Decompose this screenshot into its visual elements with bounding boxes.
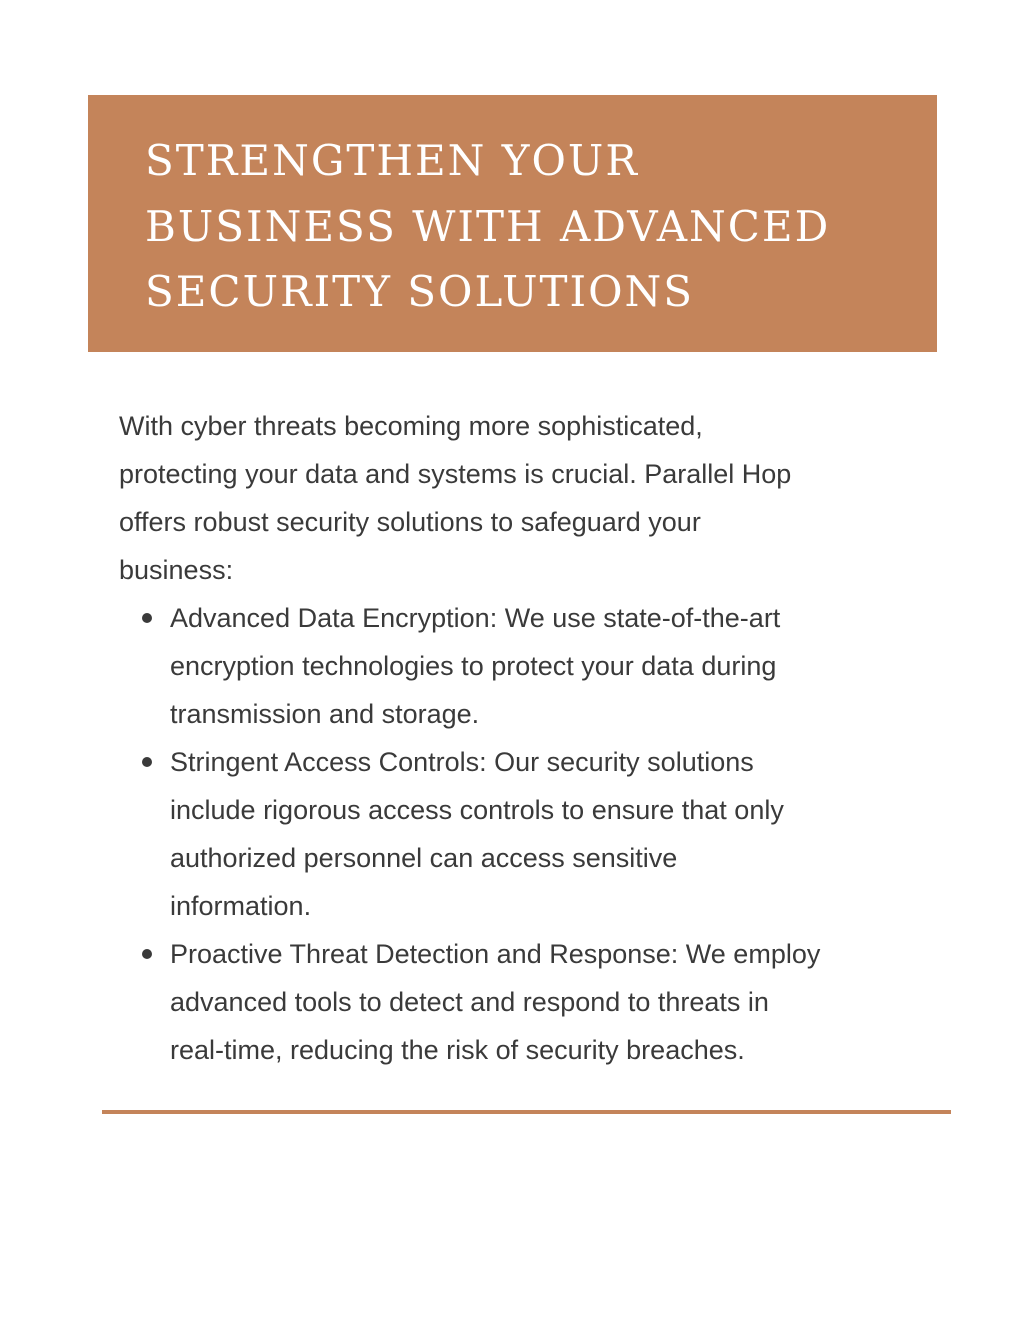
bullet-icon [142, 613, 152, 623]
list-item-line: Stringent Access Controls: Our security solutions [170, 747, 754, 777]
body-content [119, 402, 919, 1074]
bullet-icon [142, 949, 152, 959]
list-item-line: information. [170, 891, 312, 921]
intro-line: business: [119, 555, 234, 585]
bottom-divider [102, 1110, 951, 1114]
list-item [119, 930, 919, 1074]
intro-paragraph [119, 402, 919, 594]
list-item-line: include rigorous access controls to ensure that only [170, 795, 784, 825]
list-item-line: Advanced Data Encryption: We use state-of-the-art [170, 603, 781, 633]
list-item-line: real-time, reducing the risk of security breaches. [170, 1035, 745, 1065]
list-item-line: encryption technologies to protect your data during [170, 651, 777, 681]
page-title-line-3: SECURITY SOLUTIONS [145, 267, 695, 316]
list-item-line: advanced tools to detect and respond to threats in [170, 987, 769, 1017]
security-features-list [119, 594, 919, 1074]
intro-line: With cyber threats becoming more sophisticated, [119, 411, 703, 441]
list-item [119, 594, 919, 738]
list-item-line: transmission and storage. [170, 699, 480, 729]
intro-line: protecting your data and systems is crucial. Parallel Hop [119, 459, 792, 489]
intro-line: offers robust security solutions to safeguard your [119, 507, 701, 537]
list-item-line: authorized personnel can access sensitive [170, 843, 678, 873]
page-title-line-2: BUSINESS WITH ADVANCED [145, 202, 831, 251]
title-banner [88, 95, 937, 352]
list-item [119, 738, 919, 930]
page-title-line-1: STRENGTHEN YOUR [145, 136, 639, 185]
list-item-line: Proactive Threat Detection and Response: We employ [170, 939, 821, 969]
bullet-icon [142, 757, 152, 767]
